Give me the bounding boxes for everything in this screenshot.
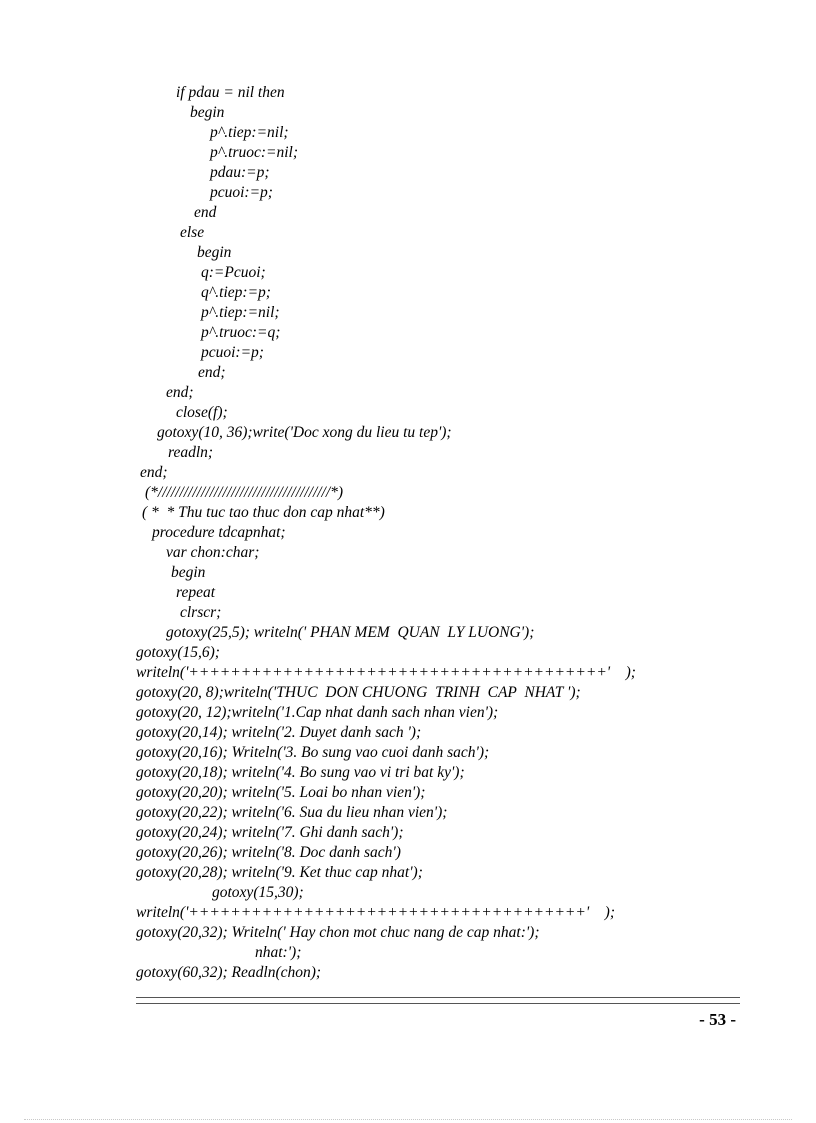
code-line: (*////////////////////////////////////////*) — [145, 484, 344, 501]
code-line: end; — [166, 384, 194, 401]
code-line: clrscr; — [180, 604, 222, 621]
code-line: p^.truoc:=q; — [201, 324, 281, 341]
code-line: repeat — [176, 584, 216, 601]
footer-divider — [136, 997, 740, 1004]
code-line: writeln('++++++++++++++++++++++++++++++++++++++++' ); — [136, 664, 636, 681]
code-line: procedure tdcapnhat; — [152, 524, 286, 541]
code-line: nhat:'); — [255, 944, 302, 961]
code-line: gotoxy(15,6); — [136, 644, 220, 661]
code-line: gotoxy(20,28); writeln('9. Ket thuc cap nhat'); — [136, 864, 423, 881]
code-line: gotoxy(20,22); writeln('6. Sua du lieu nhan vien'); — [136, 804, 448, 821]
code-line: gotoxy(20,26); writeln('8. Doc danh sach') — [136, 844, 401, 861]
code-line: end — [194, 204, 217, 221]
code-line: gotoxy(20,14); writeln('2. Duyet danh sach '); — [136, 724, 422, 741]
code-line: ( * * Thu tuc tao thuc don cap nhat**) — [142, 504, 385, 521]
code-line: else — [180, 224, 205, 241]
code-line: gotoxy(20,20); writeln('5. Loai bo nhan vien'); — [136, 784, 426, 801]
code-line: readln; — [168, 444, 214, 461]
code-line: q^.tiep:=p; — [201, 284, 271, 301]
code-line: gotoxy(10, 36);write('Doc xong du lieu tu tep'); — [157, 424, 452, 441]
code-line: p^.tiep:=nil; — [210, 124, 289, 141]
code-line: close(f); — [176, 404, 228, 421]
code-line: begin — [197, 244, 232, 261]
code-line: gotoxy(20,18); writeln('4. Bo sung vao vi tri bat ky'); — [136, 764, 465, 781]
code-line: p^.truoc:=nil; — [210, 144, 299, 161]
code-line: gotoxy(20,32); Writeln(' Hay chon mot chuc nang de cap nhat:'); — [136, 924, 540, 941]
code-line: gotoxy(25,5); writeln(' PHAN MEM QUAN LY LUONG'); — [166, 624, 535, 641]
code-line: end; — [198, 364, 226, 381]
code-line: pcuoi:=p; — [210, 184, 273, 201]
code-line: end; — [140, 464, 168, 481]
code-line: gotoxy(20,16); Writeln('3. Bo sung vao cuoi danh sach'); — [136, 744, 490, 761]
code-line: q:=Pcuoi; — [201, 264, 266, 281]
page-bottom-edge — [24, 1119, 792, 1120]
code-line: gotoxy(20, 12);writeln('1.Cap nhat danh sach nhan vien'); — [136, 704, 499, 721]
code-line: if pdau = nil then — [176, 84, 285, 101]
code-line: gotoxy(20, 8);writeln('THUC DON CHUONG TRINH CAP NHAT '); — [136, 684, 581, 701]
code-line: var chon:char; — [166, 544, 260, 561]
code-line: gotoxy(15,30); — [212, 884, 304, 901]
code-line: gotoxy(20,24); writeln('7. Ghi danh sach'); — [136, 824, 404, 841]
code-line: pcuoi:=p; — [201, 344, 264, 361]
code-line: p^.tiep:=nil; — [201, 304, 280, 321]
code-line: begin — [190, 104, 225, 121]
page-number: - 53 - — [699, 1010, 736, 1029]
code-line: begin — [171, 564, 206, 581]
code-line: writeln('++++++++++++++++++++++++++++++++++++++' ); — [136, 904, 615, 921]
code-line: pdau:=p; — [210, 164, 270, 181]
code-line: gotoxy(60,32); Readln(chon); — [136, 964, 322, 981]
